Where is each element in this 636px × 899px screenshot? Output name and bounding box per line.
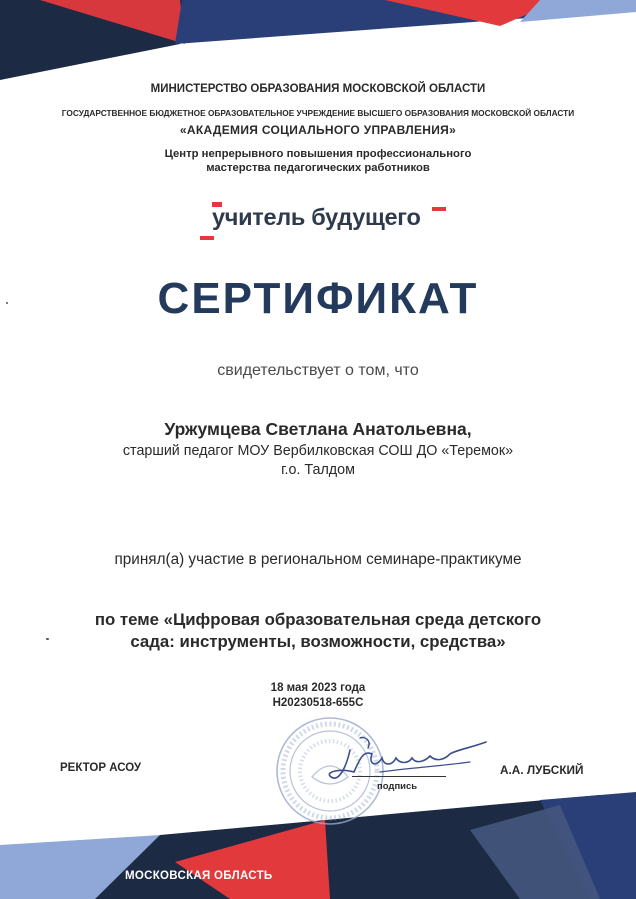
participation-text: принял(а) участие в региональном семинаре-практикуме (114, 551, 522, 568)
rector-title: РЕКТОР АСОУ (60, 762, 142, 774)
topic-line1: по теме «Цифровая образовательная среда детского (94, 610, 542, 629)
scan-speck (46, 638, 49, 640)
recipient-name: Уржумцева Светлана Анатольевна, (164, 419, 472, 439)
brand-text: учитель будущего (212, 204, 421, 230)
center-name-line1: Центр непрерывного повышения профессионального (164, 148, 472, 160)
registration-number: Н20230518-655С (272, 697, 364, 709)
signature-line (352, 776, 446, 777)
scan-speck (6, 302, 8, 304)
signature-caption: подпись (377, 781, 418, 792)
topic-line2: сада: инструменты, возможности, средства» (130, 632, 506, 651)
witness-text: свидетельствует о том, что (217, 362, 419, 379)
issue-date: 18 мая 2023 года (270, 682, 366, 694)
rector-signature (320, 728, 490, 788)
rector-name: А.А. ЛУБСКИЙ (500, 763, 584, 777)
brand-bottom-bar (200, 236, 214, 240)
ministry-heading: МИНИСТЕРСТВО ОБРАЗОВАНИЯ МОСКОВСКОЙ ОБЛАСТИ (150, 83, 486, 95)
recipient-city: г.о. Талдом (281, 462, 355, 478)
certificate-title: СЕРТИФИКАТ (157, 274, 479, 323)
academy-heading: «АКАДЕМИЯ СОЦИАЛЬНОГО УПРАВЛЕНИЯ» (179, 123, 457, 137)
recipient-position: старший педагог МОУ Вербилковская СОШ ДО «Теремок» (122, 443, 514, 459)
institution-heading: ГОСУДАРСТВЕННОЕ БЮДЖЕТНОЕ ОБРАЗОВАТЕЛЬНОЕ УЧРЕЖДЕНИЕ ВЫСШЕГО ОБРАЗОВАНИЯ МОСКОВСКОЙ ОБЛАСТИ (61, 108, 575, 118)
footer-region-label: МОСКОВСКАЯ ОБЛАСТЬ (125, 870, 273, 882)
center-name-line2: мастерства педагогических работников (206, 162, 430, 174)
top-lightblue-block (520, 0, 636, 22)
brand-logo (212, 202, 436, 240)
brand-right-bar (432, 207, 446, 211)
